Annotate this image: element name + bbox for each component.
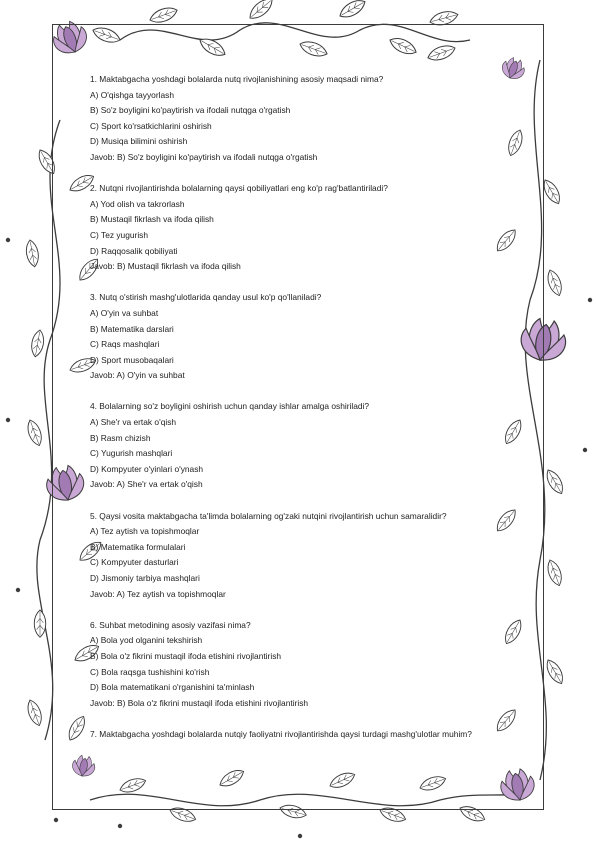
leaf-icon: [543, 657, 567, 686]
option-a: A) Yod olish va takrorlash: [90, 198, 185, 209]
option-a: A) Bola yod olganini tekshirish: [90, 635, 203, 646]
option-c: C) Sport ko'rsatkichlarini oshirish: [90, 120, 212, 131]
option-a: A) She'r va ertak o'qish: [90, 417, 177, 428]
answer-line: Javob: A) She'r va ertak o'qish: [90, 479, 203, 490]
option-d: D) Kompyuter o'yinlari o'ynash: [90, 463, 204, 474]
option-b: B) Mustaqil fikrlash va ifoda qilish: [90, 214, 214, 225]
leaf-icon: [148, 4, 179, 25]
option-b: B) Matematika formulalari: [90, 541, 186, 552]
leaf-icon: [34, 610, 45, 637]
option-c: C) Raqs mashqlari: [90, 339, 160, 350]
dot-icon: [118, 824, 122, 828]
option-d: D) Musiqa bilimini oshirish: [90, 136, 188, 147]
question-4: [90, 399, 506, 493]
leaf-icon: [246, 0, 276, 23]
option-c: C) Tez yugurish: [90, 229, 149, 240]
option-d: D) Bola matematikani o'rganishini ta'minlash: [90, 682, 255, 693]
leaf-icon: [24, 239, 40, 268]
leaf-icon: [545, 558, 565, 587]
question-5: [90, 509, 506, 603]
question-3: [90, 290, 506, 384]
option-d: D) Sport musobaqalari: [90, 354, 174, 365]
option-d: D) Raqqosalik qobiliyati: [90, 245, 178, 256]
option-c: C) Yugurish mashqlari: [90, 448, 173, 459]
dot-icon: [583, 448, 587, 452]
dot-icon: [16, 588, 20, 592]
option-a: A) Tez aytish va topishmoqlar: [90, 526, 200, 537]
dot-icon: [588, 298, 592, 302]
dot-icon: [6, 418, 10, 422]
option-d: D) Jismoniy tarbiya mashqlari: [90, 573, 200, 583]
question-6: [90, 618, 506, 712]
leaf-icon: [25, 418, 45, 447]
answer-line: Javob: A) O'yin va suhbat: [90, 370, 185, 381]
question-title: 4. Bolalarning so'z boyligini oshirish uchun qanday ishlar amalga oshiriladi?: [90, 401, 370, 412]
leaf-icon: [30, 329, 46, 358]
option-c: C) Bola raqsga tushishini ko'rish: [90, 666, 210, 677]
question-title: 3. Nutq o'stirish mashg'ulotlarida qanday usul ko'p qo'llaniladi?: [90, 292, 322, 303]
question-7: [90, 727, 506, 743]
leaf-icon: [337, 0, 368, 21]
question-title: 7. Maktabgacha yoshdagi bolalarda nutqiy faoliyatni rivojlantirishda qaysi turdagi mashg'ulotlar muhim?: [90, 728, 472, 739]
answer-line: Javob: B) Bola o'z fikrini mustaqil ifoda etishini rivojlantirish: [90, 697, 309, 708]
question-1: [90, 72, 506, 166]
option-b: B) So'z boyligini ko'paytirish va ifodali nutqga o'rgatish: [90, 105, 291, 116]
dot-icon: [6, 238, 10, 242]
question-2: [90, 181, 506, 275]
option-b: B) Matematika darslari: [90, 323, 174, 334]
option-a: A) O'qishga tayyorlash: [90, 89, 174, 100]
leaf-icon: [545, 268, 565, 297]
dot-icon: [298, 834, 302, 838]
question-title: 2. Nutqni rivojlantirishda bolalarning qaysi qobiliyatlari eng ko'p rag'batlantiriladi?: [90, 183, 388, 194]
leaf-icon: [25, 698, 45, 727]
option-b: B) Bola o'z fikrini mustaqil ifoda etishini rivojlantirish: [90, 650, 282, 661]
answer-line: Javob: B) Mustaqil fikrlash va ifoda qilish: [90, 261, 241, 272]
question-title: 1. Maktabgacha yoshdagi bolalarda nutq rivojlanishining asosiy maqsadi nima?: [90, 74, 384, 84]
question-title: 5. Qaysi vosita maktabgacha ta'limda bolalarning og'zaki nutqini rivojlantirish uchun samaralidir?: [90, 510, 447, 521]
answer-line: Javob: B) So'z boyligini ko'paytirish va ifodali nutqga o'rgatish: [90, 151, 318, 162]
option-b: B) Rasm chizish: [90, 432, 151, 443]
dot-icon: [54, 818, 58, 822]
option-c: C) Kompyuter dasturlari: [90, 557, 179, 568]
question-title: 6. Suhbat metodining asosiy vazifasi nima?: [90, 619, 251, 630]
answer-line: Javob: A) Tez aytish va topishmoqlar: [90, 588, 226, 599]
option-a: A) O'yin va suhbat: [90, 307, 159, 318]
document-body: [90, 72, 506, 743]
leaf-icon: [543, 467, 567, 496]
